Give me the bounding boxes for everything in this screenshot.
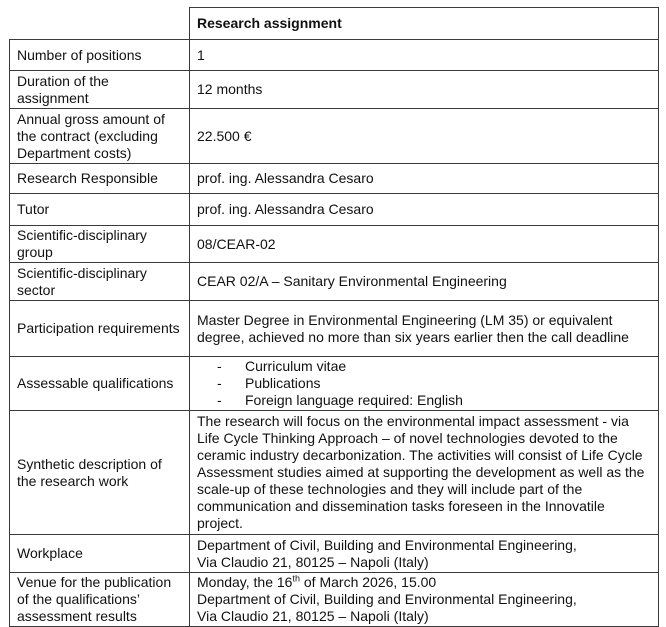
list-item: - Curriculum vitae (217, 358, 651, 375)
row-value: 08/CEAR-02 (190, 226, 659, 263)
list-item: - Publications (217, 375, 651, 392)
row-value: The research will focus on the environmental impact assessment - via Life Cycle Thinking Approach – of novel technologies devoted to the ceramic industry decarbonization. The activities will consist of Life Cycle Assessment studies aimed at supporting the development as well as the scale-up of these technologies and they will include part of the communication and dissemination tasks foreseen in the Innovatile project. (190, 411, 659, 535)
table-row-venue (10, 573, 659, 627)
row-value (190, 573, 659, 627)
row-value: 12 months (190, 71, 659, 109)
qualifications-list (197, 358, 651, 409)
table-row-tutor (10, 194, 659, 226)
row-label: Assessable qualifications (10, 357, 190, 411)
row-value (190, 535, 659, 573)
table-row-gross-amount (10, 109, 659, 164)
venue-line: Department of Civil, Building and Environmental Engineering, (197, 591, 577, 607)
row-label: Scientific-disciplinary group (10, 226, 190, 263)
row-value: Master Degree in Environmental Engineering (LM 35) or equivalent degree, achieved no more than six years earlier then the call deadline (190, 301, 659, 357)
row-label: Scientific-disciplinary sector (10, 263, 190, 301)
row-label: Synthetic description of the research work (10, 411, 190, 535)
table-title: Research assignment (190, 8, 659, 40)
row-label: Workplace (10, 535, 190, 573)
table-row-participation (10, 301, 659, 357)
row-label: Annual gross amount of the contract (excluding Department costs) (10, 109, 190, 164)
row-label: Duration of the assignment (10, 71, 190, 109)
row-value: 1 (190, 40, 659, 71)
row-label: Tutor (10, 194, 190, 226)
table-row-workplace (10, 535, 659, 573)
row-label: Number of positions (10, 40, 190, 71)
research-assignment-table (9, 7, 659, 627)
table-row-qualifications (10, 357, 659, 411)
table-row-description (10, 411, 659, 535)
table-row-positions (10, 40, 659, 71)
table-row-group (10, 226, 659, 263)
table-row-sector (10, 263, 659, 301)
row-value: 22.500 € (190, 109, 659, 164)
header-blank-cell (10, 8, 190, 40)
row-label: Research Responsible (10, 164, 190, 194)
row-value: CEAR 02/A – Sanitary Environmental Engineering (190, 263, 659, 301)
row-value: prof. ing. Alessandra Cesaro (190, 194, 659, 226)
workplace-line: Via Claudio 21, 80125 – Napoli (Italy) (197, 553, 429, 570)
venue-date: Monday, the 16th of March 2026, 15.00 (197, 573, 437, 590)
row-value: prof. ing. Alessandra Cesaro (190, 164, 659, 194)
list-item: - Foreign language required: English (217, 392, 651, 409)
workplace-line: Department of Civil, Building and Environmental Engineering, (197, 536, 577, 553)
venue-line: Via Claudio 21, 80125 – Napoli (Italy) (197, 608, 429, 624)
row-label: Venue for the publication of the qualifications’ assessment results (10, 573, 190, 627)
row-value (190, 357, 659, 411)
row-label: Participation requirements (10, 301, 190, 357)
table-row-duration (10, 71, 659, 109)
table-header-row (10, 8, 659, 40)
table-row-responsible (10, 164, 659, 194)
